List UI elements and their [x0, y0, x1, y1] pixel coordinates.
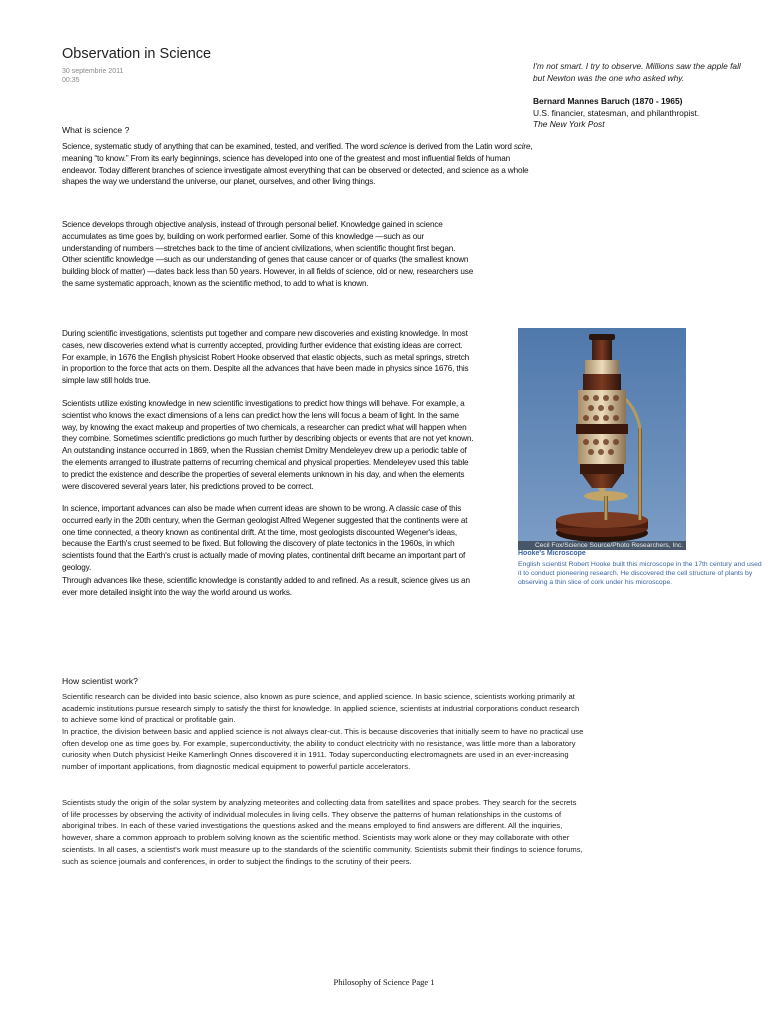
- term-science: science: [379, 142, 407, 151]
- paragraph-basic-vs-applied: In practice, the division between basic and applied science is not always clear-cut. This is because discoveries that initially seem to have no practical use often develop one as time goes by. For example, superconductivity, the ability to conduct electricity with no resistance, was little more than a laboratory curiosity when Dutch physicist Heike Kamerlingh Onnes discovered it in 1911. Today superconducting electromagnets are used in an ever-increasing number of important applications, from diagnostic medical equipment to powerful particle accelerators.: [62, 727, 584, 772]
- paragraph-predictions: Scientists utilize existing knowledge in new scientific investigations to predict how things will behave. For example, a scientist who knows the exact dimensions of a lens can predict how the lens will focus a beam of light. In the same way, by knowing the exact makeup and properties of two chemicals, a researcher can predict what will happen when they combine. Sometimes scientific predictions go much further by describing objects or events that are not yet known. An outstanding instance occurred in 1869, when the Russian chemist Dmitry Mendeleyev drew up a periodic table of the elements arranged to illustrate patterns of recurring chemical and physical properties. Mendeleyev used this table to predict the existence and describe the properties of several elements unknown in his day, and when the elements were discovered several years later, his predictions proved to be correct.: [62, 399, 474, 491]
- section-heading-what-is-science: What is science ?: [62, 125, 130, 135]
- paragraph-wrong-ideas: In science, important advances can also be made when current ideas are shown to be wrong. A classic case of this occurred early in the 20th century, when the German geologist Alfred Wegener suggested that the continents were at one time connected, a theory known as continental drift. At the time, most geologists discounted Wegener's ideas, because the Earth's crust seemed to be fixed. But following the discovery of plate tectonics in the 1960s, in which scientists found that the Earth's crust is actually made of moving plates, continental drift became an important part of geology.: [62, 504, 468, 572]
- image-credit: Cecil Fox/Science Source/Photo Researchers, Inc.: [518, 541, 686, 550]
- paragraph-advances: Through advances like these, scientific knowledge is constantly added to and refined. As a result, science gives us an ever more detailed insight into the way the world around us works.: [62, 576, 470, 597]
- hooke-microscope-image: [518, 328, 686, 550]
- term-scire: scire: [513, 142, 531, 151]
- paragraph-discoveries: During scientific investigations, scientists put together and compare new discoveries and existing knowledge. In most cases, new discoveries extend what is currently accepted, providing further evidence that existing ideas are correct. For example, in 1676 the English physicist Robert Hooke observed that elastic objects, such as metal springs, stretch in proportion to the force that acts on them. Despite all the advances that have been made in physics since 1676, this simple law still holds true.: [62, 329, 470, 386]
- quote-source: The New York Post: [533, 119, 605, 129]
- paragraph-definition-part2: is derived from the Latin word: [406, 142, 514, 151]
- paragraph-objective-analysis: Science develops through objective analysis, instead of through personal belief. Knowledge gained in science accumulates as time goes by, building on work performed earlier. Some of this knowledge —such as our understanding of numbers —stretches back to the time of ancient civilizations, when scientific thought first began. Other scientific knowledge —such as our understanding of genes that cause cancer or of quarks (the smallest known building block of matter) —dates back less than 50 years. However, in all fields of science, old or new, researchers use the same systematic approach, known as the scientific method, to add to what is known.: [62, 220, 474, 288]
- paragraph-research-types: Scientific research can be divided into basic science, also known as pure science, and applied science. In basic science, scientists working primarily at academic institutions pursue research simply to satisfy the thirst for knowledge. In applied science, scientists at industrial corporations conduct research to achieve some kind of practical or profitable gain.: [62, 692, 580, 725]
- quote-author: Bernard Mannes Baruch (1870 - 1965): [533, 96, 683, 106]
- quote-text: I'm not smart. I try to observe. Millions saw the apple fall but Newton was the one who asked why.: [533, 61, 741, 83]
- section-heading-how-scientist-work: How scientist work?: [62, 676, 138, 686]
- paragraph-definition-part1: Science, systematic study of anything that can be examined, tested, and verified. The word: [62, 142, 380, 151]
- page-title: Observation in Science: [62, 46, 212, 62]
- paragraph-scientific-method: Scientists study the origin of the solar system by analyzing meteorites and collecting data from satellites and space probes. They search for the secrets of life processes by observing the activity of individual molecules in living cells. They observe the patterns of human relationships in the customs of aboriginal tribes. In each of these varied investigations the questions asked and the means employed to find answers are different. All the inquiries, however, share a common approach to problem solving known as the scientific method. Scientists may work alone or they may collaborate with other scientists. In all cases, a scientist's work must measure up to the standards of the scientific community. Scientists submit their findings to science forums, such as science journals and conferences, in order to subject the findings to the scrutiny of their peers.: [62, 798, 583, 866]
- microscope-illustration: [518, 328, 686, 550]
- page-date: 30 septembrie 2011: [62, 68, 124, 75]
- paragraph-definition-part3: , meaning “to know.” From its early beginnings, science has developed into one of the greatest and most influential fields of human endeavor. Today different branches of science investigate almost everything that can be observed or detected, and science as a whole shapes the way we understand the universe, our planet, ourselves, and other living things.: [62, 142, 533, 187]
- page-meta: [62, 67, 123, 85]
- paragraph-definition: [62, 141, 538, 188]
- figure-caption-title: Hooke's Microscope: [518, 550, 586, 557]
- page-footer: Philosophy of Science Page 1: [333, 977, 435, 987]
- quote-attribution: [533, 96, 758, 131]
- quote-author-description: U.S. financier, statesman, and philanthropist.: [533, 107, 700, 118]
- figure-caption-text: English scientist Robert Hooke built this microscope in the 17th century and used it to conduct pioneering research. He discovered the cell structure of plants by observing a thin slice of cork under his microscope.: [518, 561, 762, 587]
- page-time: 00:35: [62, 77, 80, 84]
